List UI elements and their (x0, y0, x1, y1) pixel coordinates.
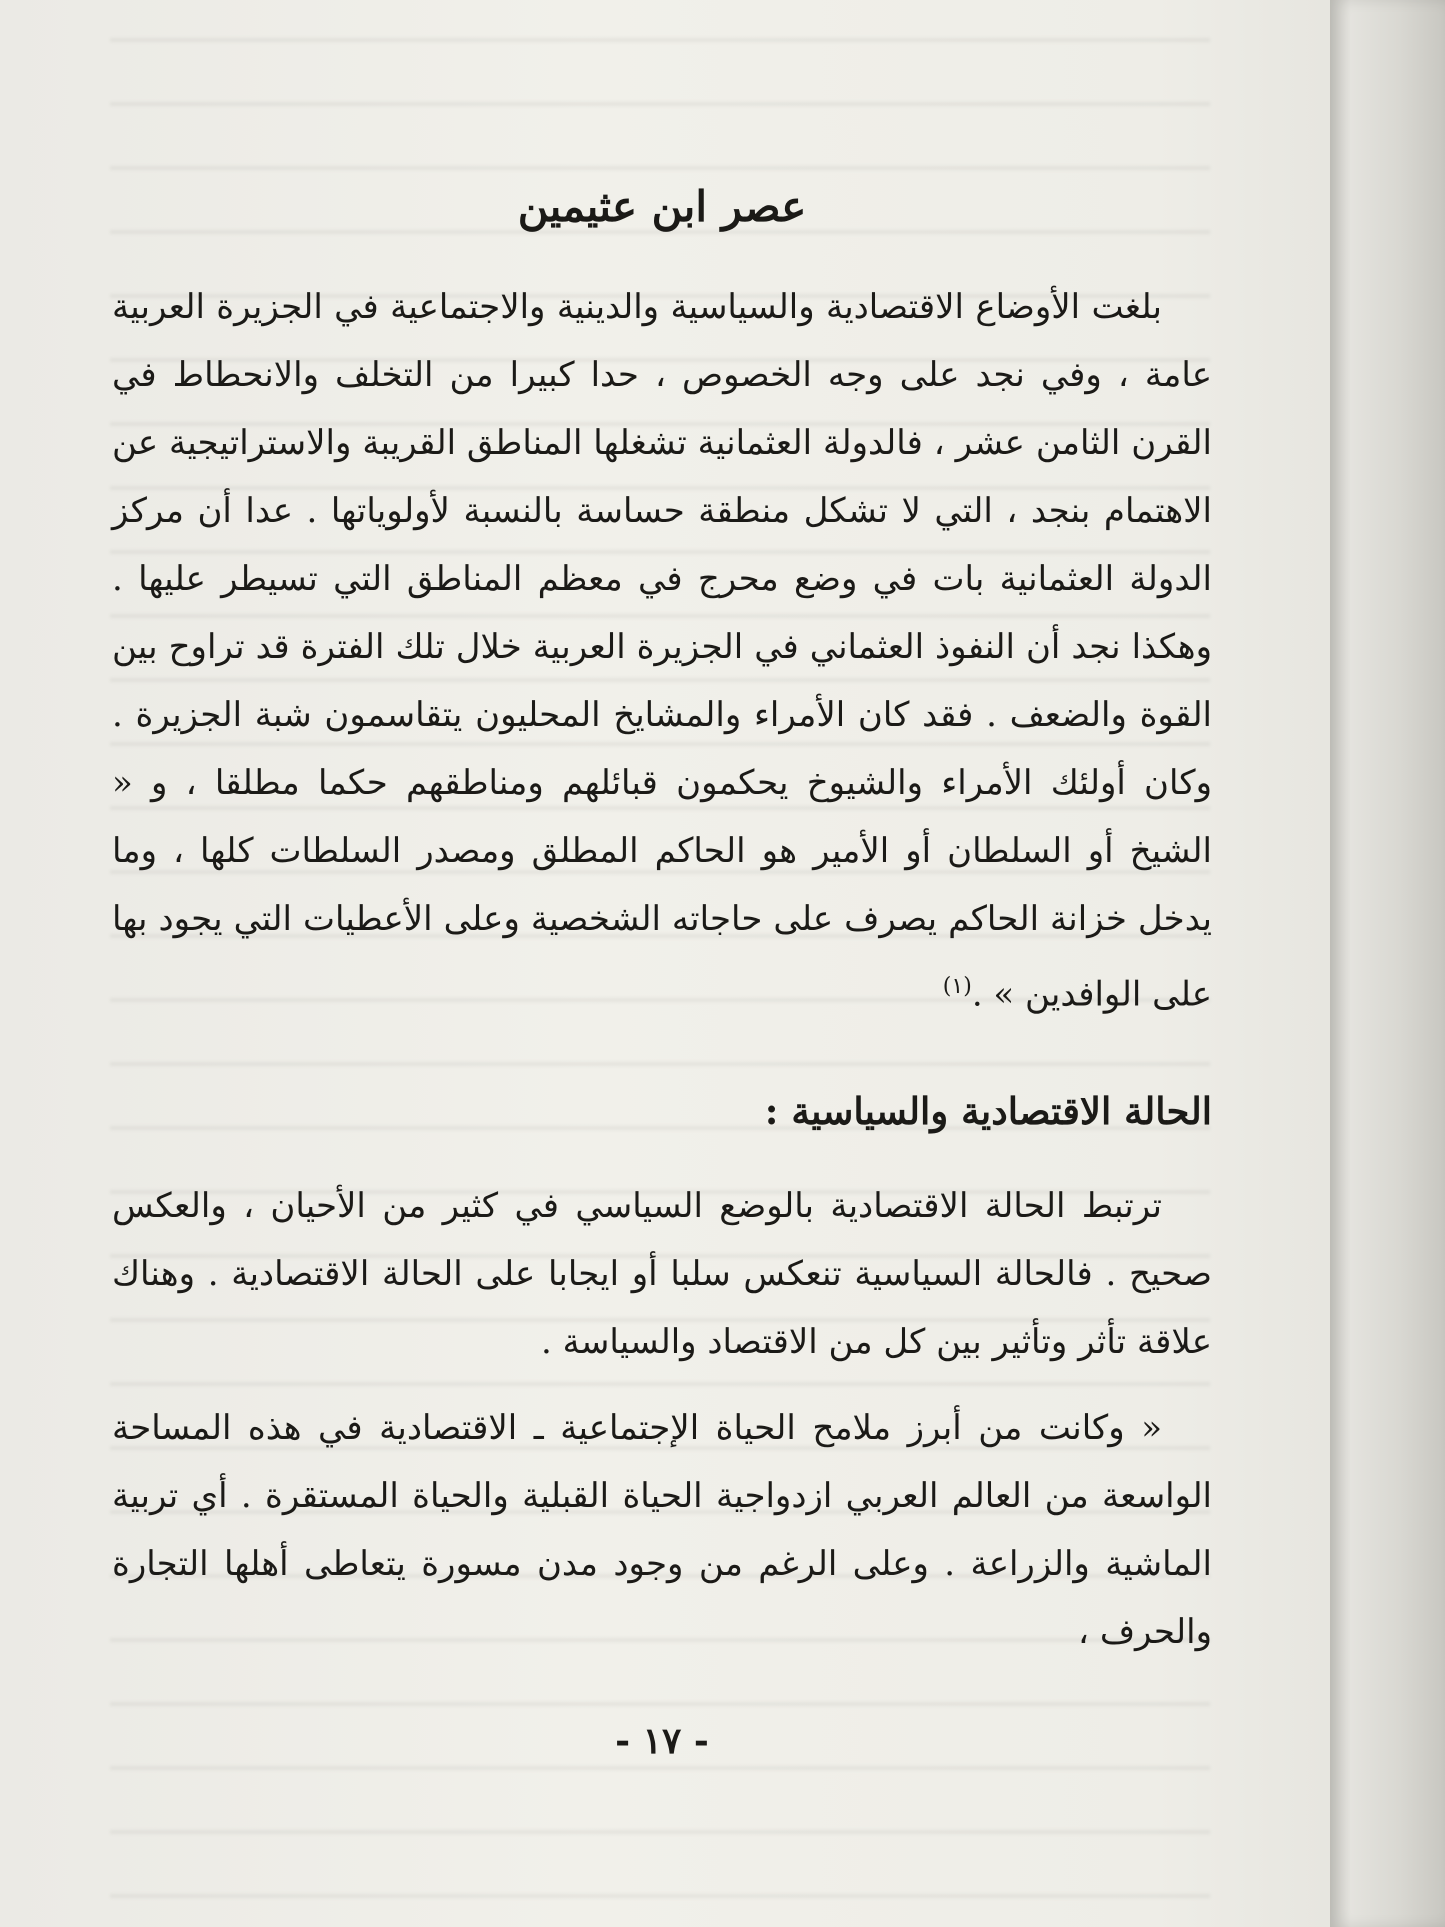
page-edge (1330, 0, 1445, 1927)
section-paragraph-1: ترتبط الحالة الاقتصادية بالوضع السياسي في كثير من الأحيان ، والعكس صحيح . فالحالة السياسية تنعكس سلبا أو ايجابا على الحالة الاقتصادية . وهناك علاقة تأثر وتأثير بين كل من الاقتصاد والسياسة . (112, 1185, 1212, 1362)
footnote-reference: (١) (942, 973, 972, 999)
page-title: عصر ابن عثيمين (517, 182, 807, 231)
page-content (112, 180, 1212, 1800)
section-heading: الحالة الاقتصادية والسياسية : (764, 1088, 1212, 1133)
page-number: - ١٧ - (615, 1720, 709, 1762)
section-paragraph-2: « وكانت من أبرز ملامح الحياة الإجتماعية ـ الاقتصادية في هذه المساحة الواسعة من العالم العربي ازدواجية الحياة القبلية والحياة المستقرة . أي تربية الماشية والزراعة . وعلى الرغم من وجود مدن مسورة يتعاطى أهلها التجارة والحرف ، (112, 1407, 1212, 1652)
intro-paragraph (112, 273, 1212, 1028)
intro-paragraph-text: بلغت الأوضاع الاقتصادية والسياسية والدينية والاجتماعية في الجزيرة العربية عامة ، وفي نجد على وجه الخصوص ، حدا كبيرا من التخلف والانحطاط في القرن الثامن عشر ، فالدولة العثمانية تشغلها المناطق القريبة والاستراتيجية عن الاهتمام بنجد ، التي لا تشكل منطقة حساسة بالنسبة لأولوياتها . عدا أن مركز الدولة العثمانية بات في وضع محرج في معظم المناطق التي تسيطر عليها . وهكذا نجد أن النفوذ العثماني في الجزيرة العربية خلال تلك الفترة قد تراوح بين القوة والضعف . فقد كان الأمراء والمشايخ المحليون يتقاسمون شبة الجزيرة . وكان أولئك الأمراء والشيوخ يحكمون قبائلهم ومناطقهم حكما مطلقا ، و « الشيخ أو السلطان أو الأمير هو الحاكم المطلق ومصدر السلطات كلها ، وما يدخل خزانة الحاكم يصرف على حاجاته الشخصية وعلى الأعطيات التي يجود بها على الوافدين » . (112, 286, 1212, 1014)
paragraph-gap (112, 1376, 1212, 1394)
